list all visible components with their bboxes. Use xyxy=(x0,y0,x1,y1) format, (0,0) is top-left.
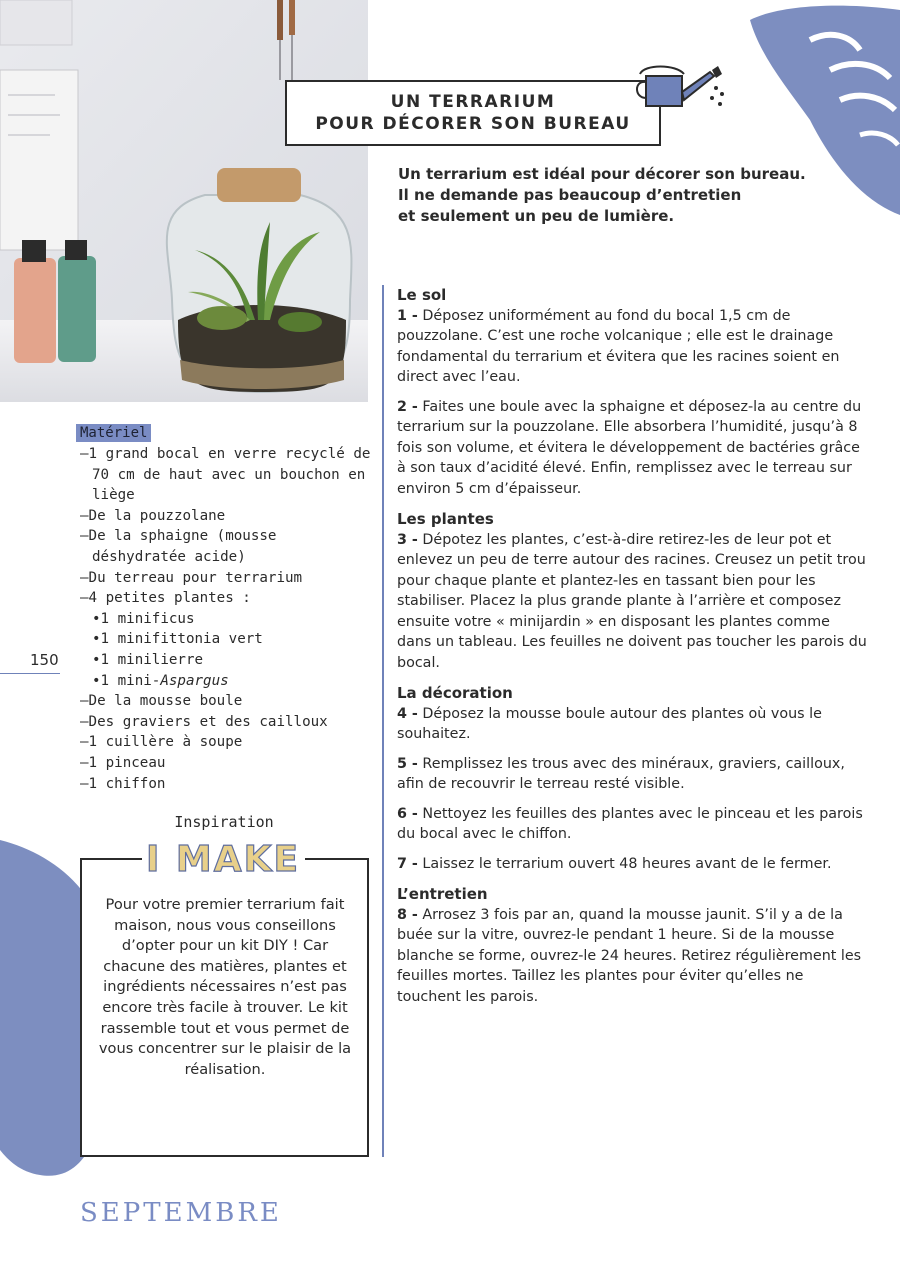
intro-line: et seulement un peu de lumière. xyxy=(398,207,675,225)
page-title xyxy=(285,80,661,146)
intro-line: Il ne demande pas beaucoup d’entretien xyxy=(398,186,742,204)
inspiration-text: Pour votre premier terrarium fait maison, nous vous conseillons d’opter pour un kit DIY ! Car chacune des matières, plantes et ingrédients nécessaires n’est pas encore très facile à trouver. Le kit rassemble tout et vous permet de vous concentrer sur le plaisir de la réalisation. xyxy=(98,896,352,1078)
materials-list xyxy=(80,444,375,794)
section-heading-entretien: L’entretien xyxy=(397,885,488,903)
material-item: – De la sphaigne (mousse déshydratée acide) xyxy=(80,526,375,567)
imake-logo xyxy=(146,838,301,878)
material-item: – 1 grand bocal en verre recyclé de 70 cm de haut avec un bouchon en liège xyxy=(80,444,375,506)
material-item: – 4 petites plantes : xyxy=(80,588,375,609)
plant-item: • 1 minifittonia vert xyxy=(80,629,375,650)
terrarium-photo xyxy=(0,0,368,402)
column-divider xyxy=(382,285,384,1157)
section-heading-decoration: La décoration xyxy=(397,684,513,702)
step-4: 4 - Déposez la mousse boule autour des plantes où vous le souhaitez. xyxy=(397,705,822,742)
step-8: 8 - Arrosez 3 fois par an, quand la mousse jaunit. S’il y a de la buée sur la vitre, ouvrez-le pendant 1 heure. Si de la mousse blanche se forme, ouvrez-le 24 heures. Retirez régulièrement les feuilles mortes. Taillez les plantes pour éviter qu’elles ne touchent les parois. xyxy=(397,906,862,1005)
section-heading-plantes: Les plantes xyxy=(397,510,494,528)
title-line-1: UN TERRARIUM xyxy=(390,92,556,112)
section-heading-sol: Le sol xyxy=(397,286,447,304)
material-item: – De la pouzzolane xyxy=(80,506,375,527)
instructions-column xyxy=(397,285,867,1016)
material-item: – 1 pinceau xyxy=(80,753,375,774)
material-item: – Des graviers et des cailloux xyxy=(80,712,375,733)
box-top-rule xyxy=(305,858,367,860)
material-item: – De la mousse boule xyxy=(80,691,375,712)
material-item: – 1 chiffon xyxy=(80,774,375,795)
month-footer: SEPTEMBRE xyxy=(80,1198,282,1228)
step-6: 6 - Nettoyez les feuilles des plantes avec le pinceau et les parois du bocal avec le chiffon. xyxy=(397,805,863,842)
plant-item: • 1 minilierre xyxy=(80,650,375,671)
materials-label: Matériel xyxy=(76,424,151,442)
step-1: 1 - Déposez uniformément au fond du bocal 1,5 cm de pouzzolane. C’est une roche volcanique ; elle est le drainage fondamental du terrarium et évitera que les racines soient en direct avec l’eau. xyxy=(397,307,840,385)
step-7: 7 - Laissez le terrarium ouvert 48 heures avant de le fermer. xyxy=(397,855,832,872)
plant-item: • 1 minificus xyxy=(80,609,375,630)
svg-text:I MAKE: I MAKE xyxy=(146,839,301,878)
page-number: 150 xyxy=(30,651,59,669)
inspiration-label: Inspiration xyxy=(174,813,274,831)
box-top-rule xyxy=(80,858,142,860)
step-3: 3 - Dépotez les plantes, c’est-à-dire retirez-les de leur pot et enlevez un peu de terre autour des racines. Creusez un petit trou pour chaque plante et plantez-les en tassant bien pour les stabiliser. Placez la plus grande plante à l’arrière et composez ensuite votre « minijardin » en disposant les plantes comme dans un tableau. Les feuilles ne doivent pas toucher les parois du bocal. xyxy=(397,531,867,671)
intro-text xyxy=(398,164,858,227)
intro-line: Un terrarium est idéal pour décorer son bureau. xyxy=(398,165,806,183)
step-5: 5 - Remplissez les trous avec des minéraux, graviers, cailloux, afin de recouvrir le terreau resté visible. xyxy=(397,755,845,792)
plant-item: • 1 mini-Aspargus xyxy=(80,671,375,692)
material-item: – 1 cuillère à soupe xyxy=(80,732,375,753)
material-item: – Du terreau pour terrarium xyxy=(80,568,375,589)
title-line-2: POUR DÉCORER SON BUREAU xyxy=(315,114,631,134)
step-2: 2 - Faites une boule avec la sphaigne et déposez-la au centre du terrarium sur la pouzzolane. Elle absorbera l’humidité, jusqu’à 8 fois son volume, et évitera le développement de bactéries grâce à son taux d’acidité élevé. Enfin, remplissez avec le terreau sur environ 5 cm d’épaisseur. xyxy=(397,398,862,497)
watering-can-icon xyxy=(632,58,728,114)
page-number-rule xyxy=(0,673,60,674)
